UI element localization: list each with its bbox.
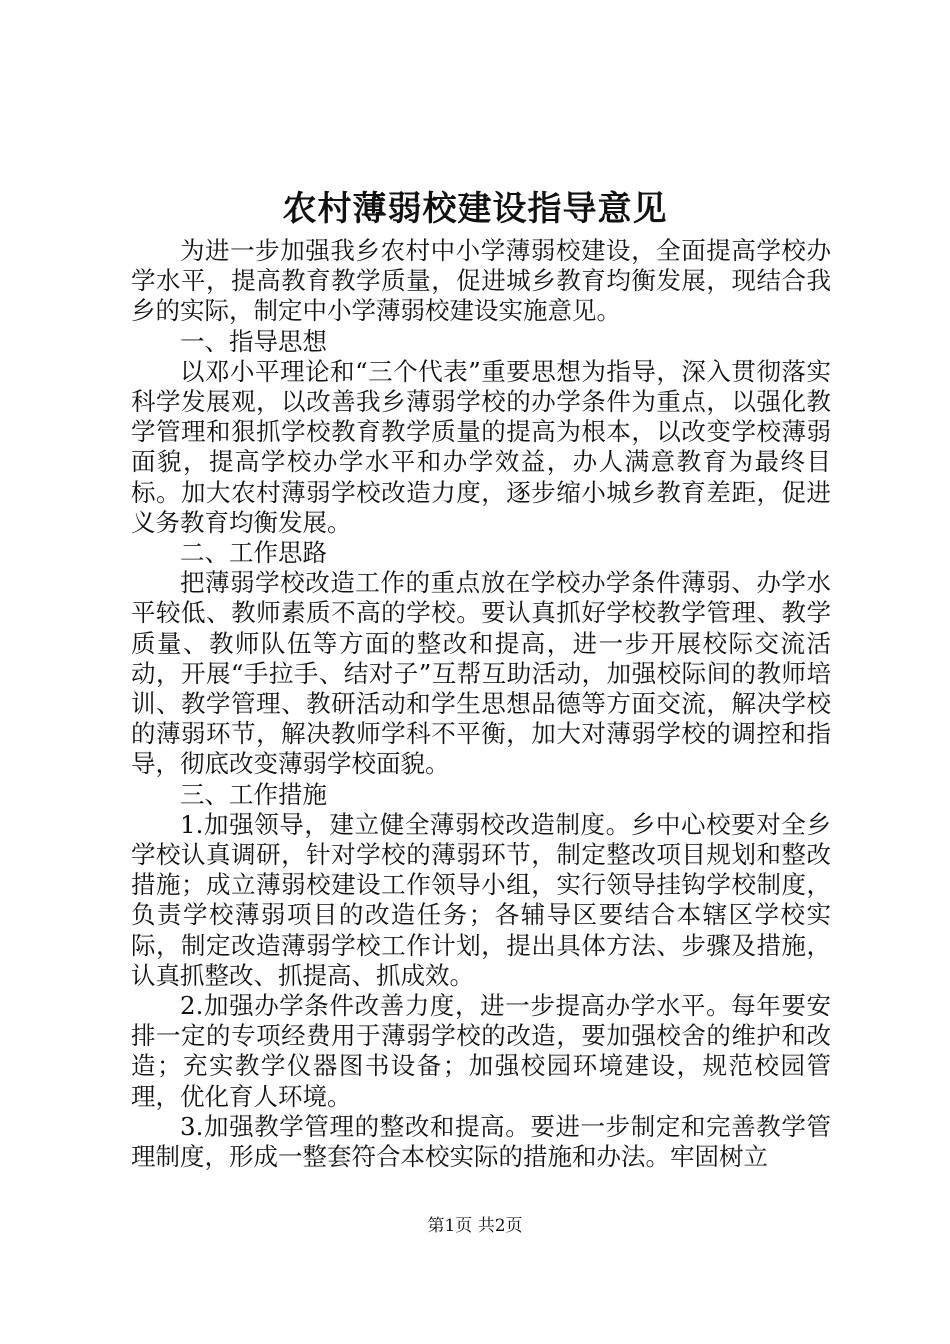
paragraph-guiding-ideology: 以邓小平理论和“三个代表”重要思想为指导，深入贯彻落实科学发展观，以改善我乡薄弱学校的办学条件为重点，以强化教学管理和狠抓学校教育教学质量的提高为根本，以改变学校薄弱面貌，提高学校办学水平和办学效益，办人满意教育为最终目标。加大农村薄弱学校改造力度，逐步缩小城乡教育差距，促进义务教育均衡发展。 [131, 356, 831, 537]
document-body [131, 236, 831, 1172]
paragraph-measure-2: 2.加强办学条件改善力度，进一步提高办学水平。每年要安排一定的专项经费用于薄弱学校的改造，要加强校舍的维护和改造；充实教学仪器图书设备；加强校园环境建设，规范校园管理，优化育人环境。 [131, 991, 831, 1111]
section-heading-guiding-ideology: 一、指导思想 [180, 326, 327, 356]
section-heading-work-approach: 二、工作思路 [180, 538, 327, 568]
paragraph-measure-1: 1.加强领导，建立健全薄弱校改造制度。乡中心校要对全乡学校认真调研，针对学校的薄弱环节，制定整改项目规划和整改措施；成立薄弱校建设工作领导小组，实行领导挂钩学校制度，负责学校薄弱项目的改造任务；各辅导区要结合本辖区学校实际，制定改造薄弱学校工作计划，提出具体方法、步骤及措施，认真抓整改、抓提高、抓成效。 [131, 809, 831, 990]
document-title: 农村薄弱校建设指导意见 [282, 189, 668, 229]
paragraph-intro: 为进一步加强我乡农村中小学薄弱校建设，全面提高学校办学水平，提高教育教学质量，促进城乡教育均衡发展，现结合我乡的实际，制定中小学薄弱校建设实施意见。 [131, 236, 831, 326]
paragraph-measure-3: 3.加强教学管理的整改和提高。要进一步制定和完善教学管理制度，形成一整套符合本校实际的措施和办法。牢固树立 [131, 1111, 831, 1172]
paragraph-work-approach: 把薄弱学校改造工作的重点放在学校办学条件薄弱、办学水平较低、教师素质不高的学校。要认真抓好学校教学管理、教学质量、教师队伍等方面的整改和提高，进一步开展校际交流活动，开展“手拉手、结对子”互帮互助活动，加强校际间的教师培训、教学管理、教研活动和学生思想品德等方面交流，解决学校的薄弱环节，解决教师学科不平衡，加大对薄弱学校的调控和指导，彻底改变薄弱学校面貌。 [131, 568, 831, 779]
page-footer: 第1页 共2页 [427, 1216, 523, 1236]
section-heading-work-measures: 三、工作措施 [180, 779, 327, 809]
